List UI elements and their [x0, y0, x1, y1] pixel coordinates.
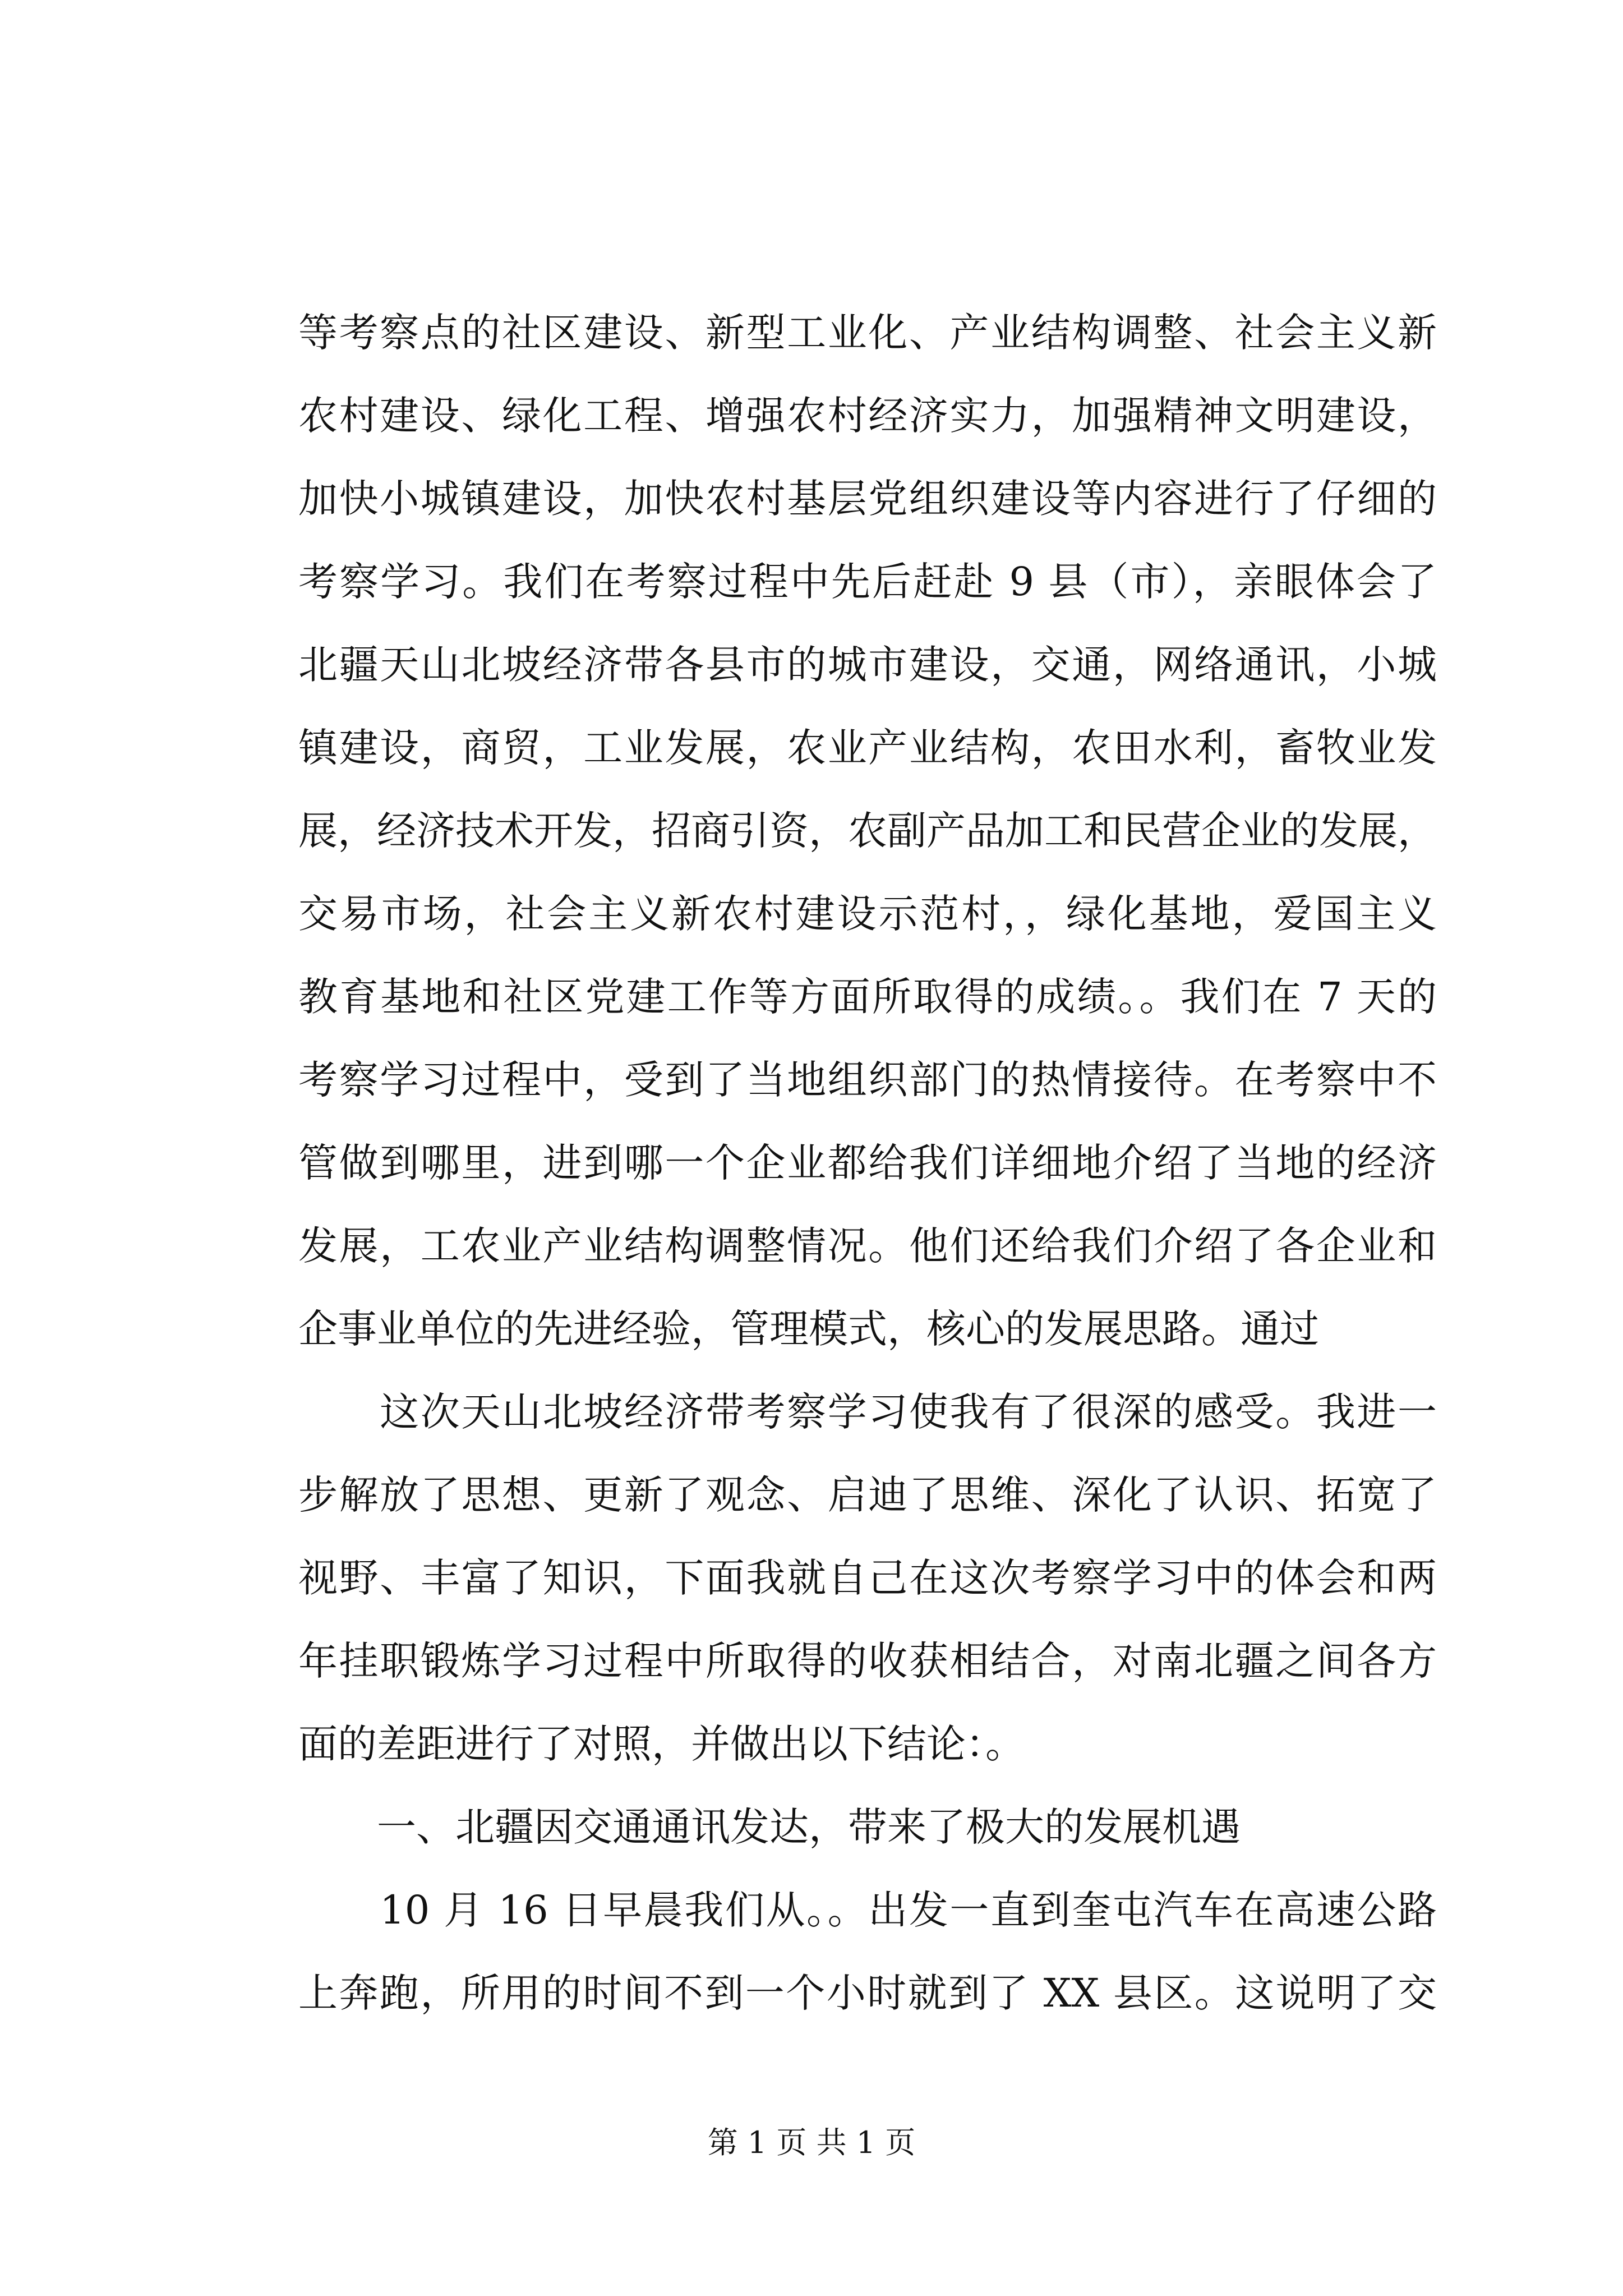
text-line: 镇建设，商贸，工业发展，农业产业结构，农田水利，畜牧业发 — [298, 725, 1437, 771]
text-line: 年挂职锻炼学习过程中所取得的收获相结合，对南北疆之间各方 — [298, 1638, 1437, 1684]
text-line: 北疆天山北坡经济带各县市的城市建设，交通，网络通讯，小城 — [298, 642, 1437, 688]
page-footer: 第 1 页 共 1 页 — [707, 2125, 916, 2160]
text-line: 考察学习。我们在考察过程中先后赶赴 9 县（市），亲眼体会了 — [298, 559, 1437, 605]
text-line: 考察学习过程中，受到了当地组织部门的热情接待。在考察中不 — [298, 1057, 1437, 1103]
text-line: 上奔跑，所用的时间不到一个小时就到了 XX 县区。这说明了交 — [298, 1970, 1437, 2016]
text-line: 10 月 16 日早晨我们从。。出发一直到奎屯汽车在高速公路 — [298, 1887, 1437, 1933]
text-line: 发展，工农业产业结构调整情况。他们还给我们介绍了各企业和 — [298, 1223, 1437, 1269]
text-line: 加快小城镇建设，加快农村基层党组织建设等内容进行了仔细的 — [298, 476, 1437, 522]
text-line: 这次天山北坡经济带考察学习使我有了很深的感受。我进一 — [298, 1389, 1437, 1435]
text-line: 交易市场，社会主义新农村建设示范村，，绿化基地，爱国主义 — [298, 891, 1437, 937]
text-line: 展，经济技术开发，招商引资，农副产品加工和民营企业的发展， — [298, 808, 1437, 854]
text-line: 管做到哪里，进到哪一个企业都给我们详细地介绍了当地的经济 — [298, 1140, 1437, 1186]
text-line: 步解放了思想、更新了观念、启迪了思维、深化了认识、拓宽了 — [298, 1472, 1437, 1518]
text-line: 等考察点的社区建设、新型工业化、产业结构调整、社会主义新 — [298, 310, 1437, 356]
text-line: 农村建设、绿化工程、增强农村经济实力，加强精神文明建设， — [298, 393, 1437, 439]
text-line: 视野、丰富了知识，下面我就自己在这次考察学习中的体会和两 — [298, 1555, 1437, 1601]
section-heading: 一、北疆因交通通讯发达，带来了极大的发展机遇 — [298, 1804, 1241, 1850]
text-line: 企事业单位的先进经验，管理模式，核心的发展思路。通过 — [298, 1306, 1319, 1352]
text-line: 教育基地和社区党建工作等方面所取得的成绩。。我们在 7 天的 — [298, 974, 1437, 1020]
text-line: 面的差距进行了对照，并做出以下结论：。 — [298, 1721, 1025, 1767]
